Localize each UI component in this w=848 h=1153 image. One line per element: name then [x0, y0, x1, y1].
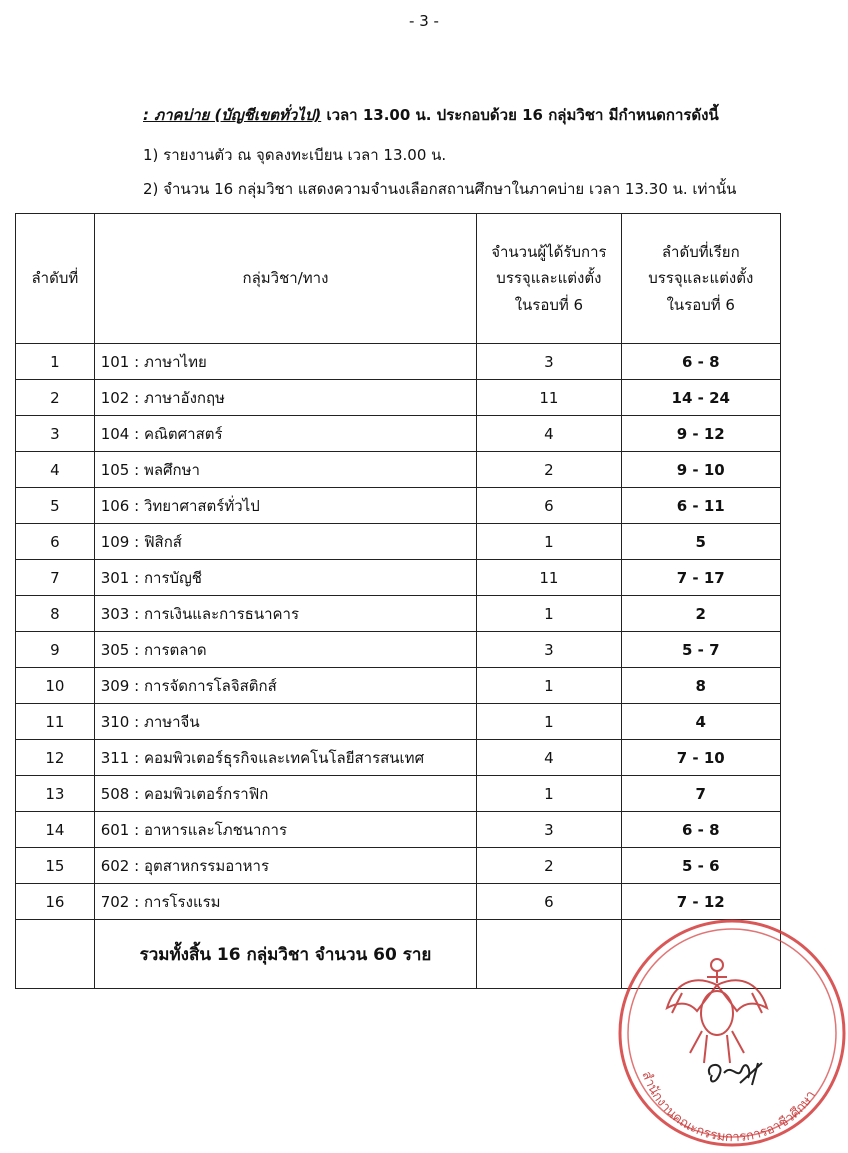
row-number: 1 — [16, 344, 95, 380]
row-count: 3 — [477, 812, 621, 848]
handwritten-signature — [709, 1063, 762, 1085]
row-rank: 8 — [621, 668, 780, 704]
row-rank: 5 — [621, 524, 780, 560]
table-row — [16, 632, 781, 668]
row-count: 1 — [477, 668, 621, 704]
section-description: เวลา 13.00 น. ประกอบด้วย 16 กลุ่มวิชา มีกำหนดการดังนี้ — [321, 106, 719, 124]
table-row — [16, 524, 781, 560]
table-row — [16, 596, 781, 632]
row-number: 12 — [16, 740, 95, 776]
row-subject: 109 : ฟิสิกส์ — [94, 524, 477, 560]
total-empty-cell — [477, 920, 621, 989]
row-count: 2 — [477, 452, 621, 488]
instruction-line-2: 2) จำนวน 16 กลุ่มวิชา แสดงความจำนงเลือกสถานศึกษาในภาคบ่าย เวลา 13.30 น. เท่านั้น — [143, 180, 737, 198]
table-row — [16, 812, 781, 848]
table-row — [16, 560, 781, 596]
row-subject: 508 : คอมพิวเตอร์กราฟิก — [94, 776, 477, 812]
garuda-emblem-icon — [667, 959, 767, 1063]
table-row — [16, 488, 781, 524]
row-number: 3 — [16, 416, 95, 452]
row-subject: 104 : คณิตศาสตร์ — [94, 416, 477, 452]
row-rank: 7 - 12 — [621, 884, 780, 920]
row-rank: 5 - 7 — [621, 632, 780, 668]
row-count: 11 — [477, 560, 621, 596]
row-number: 2 — [16, 380, 95, 416]
total-text: รวมทั้งสิ้น 16 กลุ่มวิชา จำนวน 60 ราย — [94, 920, 477, 989]
row-subject: 106 : วิทยาศาสตร์ทั่วไป — [94, 488, 477, 524]
table-row — [16, 416, 781, 452]
row-number: 4 — [16, 452, 95, 488]
row-count: 3 — [477, 344, 621, 380]
row-subject: 601 : อาหารและโภชนาการ — [94, 812, 477, 848]
row-number: 7 — [16, 560, 95, 596]
header-rank-line: ลำดับที่เรียก — [661, 243, 740, 262]
row-count: 6 — [477, 884, 621, 920]
row-subject: 309 : การจัดการโลจิสติกส์ — [94, 668, 477, 704]
row-number: 13 — [16, 776, 95, 812]
header-subject: กลุ่มวิชา/ทาง — [94, 214, 477, 344]
header-count-line: ในรอบที่ 6 — [514, 295, 584, 314]
section-heading — [143, 103, 719, 127]
header-rank — [621, 214, 780, 344]
page-number: - 3 - — [409, 12, 439, 30]
table-row — [16, 452, 781, 488]
table-row — [16, 740, 781, 776]
row-subject: 101 : ภาษาไทย — [94, 344, 477, 380]
row-rank: 2 — [621, 596, 780, 632]
row-rank: 4 — [621, 704, 780, 740]
row-count: 4 — [477, 416, 621, 452]
row-number: 10 — [16, 668, 95, 704]
row-subject: 305 : การตลาด — [94, 632, 477, 668]
header-count-line: บรรจุและแต่งตั้ง — [496, 269, 602, 288]
row-count: 2 — [477, 848, 621, 884]
row-rank: 7 - 10 — [621, 740, 780, 776]
row-count: 6 — [477, 488, 621, 524]
row-count: 3 — [477, 632, 621, 668]
table-row — [16, 776, 781, 812]
row-rank: 6 - 11 — [621, 488, 780, 524]
header-count — [477, 214, 621, 344]
row-rank: 9 - 10 — [621, 452, 780, 488]
header-rank-line: ในรอบที่ 6 — [666, 295, 735, 314]
row-number: 11 — [16, 704, 95, 740]
header-count-line: จำนวนผู้ได้รับการ — [491, 243, 607, 262]
row-subject: 602 : อุตสาหกรรมอาหาร — [94, 848, 477, 884]
row-subject: 310 : ภาษาจีน — [94, 704, 477, 740]
header-no: ลำดับที่ — [16, 214, 95, 344]
section-label: : ภาคบ่าย (บัญชีเขตทั่วไป) — [143, 106, 322, 124]
row-rank: 6 - 8 — [621, 812, 780, 848]
instruction-line-1: 1) รายงานตัว ณ จุดลงทะเบียน เวลา 13.00 น. — [143, 146, 447, 164]
row-subject: 702 : การโรงแรม — [94, 884, 477, 920]
row-rank: 6 - 8 — [621, 344, 780, 380]
table-header-row — [16, 214, 781, 344]
row-subject: 303 : การเงินและการธนาคาร — [94, 596, 477, 632]
row-number: 5 — [16, 488, 95, 524]
subject-table — [15, 213, 781, 989]
seal-text: สำนักงานคณะกรรมการการอาชีวศึกษา — [638, 1069, 819, 1146]
table-row — [16, 668, 781, 704]
table-row — [16, 848, 781, 884]
row-number: 14 — [16, 812, 95, 848]
table-row — [16, 380, 781, 416]
total-empty-cell — [16, 920, 95, 989]
table-row — [16, 344, 781, 380]
header-rank-line: บรรจุและแต่งตั้ง — [648, 269, 754, 288]
row-subject: 105 : พลศึกษา — [94, 452, 477, 488]
row-subject: 301 : การบัญชี — [94, 560, 477, 596]
row-rank: 5 - 6 — [621, 848, 780, 884]
row-count: 1 — [477, 776, 621, 812]
row-subject: 102 : ภาษาอังกฤษ — [94, 380, 477, 416]
row-count: 1 — [477, 524, 621, 560]
official-seal-stamp — [612, 913, 848, 1153]
row-number: 6 — [16, 524, 95, 560]
row-count: 11 — [477, 380, 621, 416]
row-rank: 7 - 17 — [621, 560, 780, 596]
row-number: 15 — [16, 848, 95, 884]
row-number: 16 — [16, 884, 95, 920]
row-count: 1 — [477, 704, 621, 740]
row-subject: 311 : คอมพิวเตอร์ธุรกิจและเทคโนโลยีสารสนเทศ — [94, 740, 477, 776]
row-count: 1 — [477, 596, 621, 632]
row-count: 4 — [477, 740, 621, 776]
row-rank: 9 - 12 — [621, 416, 780, 452]
row-rank: 7 — [621, 776, 780, 812]
row-number: 8 — [16, 596, 95, 632]
row-number: 9 — [16, 632, 95, 668]
table-row — [16, 704, 781, 740]
row-rank: 14 - 24 — [621, 380, 780, 416]
